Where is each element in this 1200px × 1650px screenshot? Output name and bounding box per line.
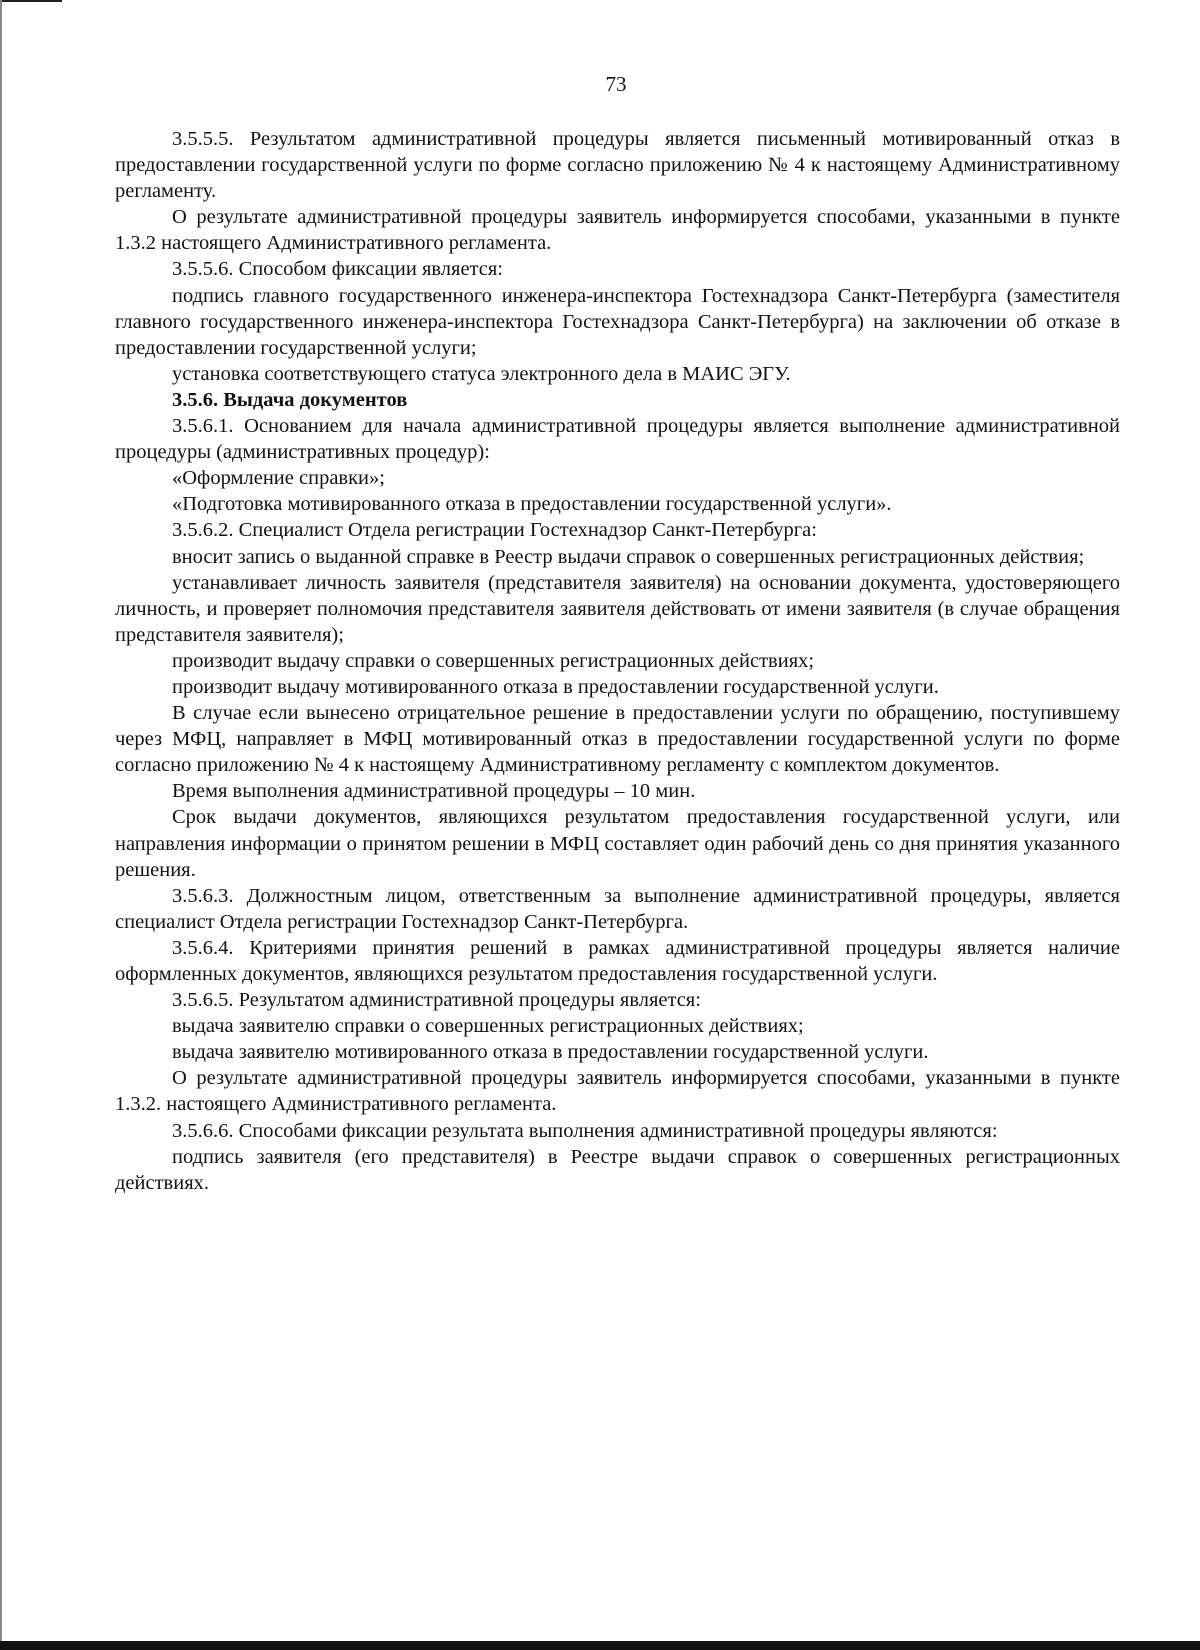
paragraph: выдача заявителю мотивированного отказа в предоставлении государственной услуги. bbox=[172, 1041, 929, 1064]
section-heading: 3.5.6. Выдача документов bbox=[172, 388, 408, 411]
paragraph: 3.5.6.6. Способами фиксации результата выполнения административной процедуры являются: bbox=[172, 1119, 998, 1142]
paragraph: выдача заявителю справки о совершенных регистрационных действиях; bbox=[172, 1015, 804, 1038]
paragraph: производит выдачу мотивированного отказа в предоставлении государственной услуги. bbox=[172, 675, 939, 698]
paragraph: 3.5.6.5. Результатом административной процедуры является: bbox=[172, 989, 701, 1012]
paragraph: О результате административной процедуры заявитель информируется способами, указанными в пункте 1.3.2 настоящего Административного регламента. bbox=[115, 206, 1120, 255]
paragraph: 3.5.6.2. Специалист Отдела регистрации Гостехнадзор Санкт-Петербурга: bbox=[172, 519, 817, 542]
paragraph: О результате административной процедуры заявитель информируется способами, указанными в пункте 1.3.2. настоящего Административного регламента. bbox=[115, 1067, 1120, 1116]
document-body bbox=[115, 126, 1120, 1196]
paragraph: подпись заявителя (его представителя) в Реестре выдачи справок о совершенных регистрационных действиях. bbox=[115, 1145, 1120, 1194]
paragraph: 3.5.6.3. Должностным лицом, ответственным за выполнение административной процедуры, является специалист Отдела регистрации Гостехнадзор Санкт-Петербурга. bbox=[115, 884, 1120, 933]
paragraph: 3.5.5.6. Способом фиксации является: bbox=[172, 258, 503, 281]
scan-edge-top bbox=[0, 0, 62, 2]
scan-edge-bottom bbox=[0, 1641, 1200, 1650]
paragraph: 3.5.6.1. Основанием для начала административной процедуры является выполнение административной процедуры (административных процедур): bbox=[115, 415, 1120, 464]
scan-edge-left bbox=[0, 0, 2, 1650]
paragraph: Срок выдачи документов, являющихся результатом предоставления государственной услуги, или направления информации о принятом решении в МФЦ составляет один рабочий день со дня принятия указанного решения. bbox=[115, 806, 1120, 881]
paragraph: «Подготовка мотивированного отказа в предоставлении государственной услуги». bbox=[172, 493, 892, 516]
page-number: 73 bbox=[605, 72, 627, 96]
paragraph: В случае если вынесено отрицательное решение в предоставлении услуги по обращению, поступившему через МФЦ, направляет в МФЦ мотивированный отказ в предоставлении государственной услуги по форме согласно приложению № 4 к настоящему Административному регламенту с комплектом документов. bbox=[115, 702, 1120, 777]
paragraph: «Оформление справки»; bbox=[172, 467, 385, 490]
paragraph: 3.5.5.5. Результатом административной процедуры является письменный мотивированный отказ в предоставлении государственной услуги по форме согласно приложению № 4 к настоящему Административному регламенту. bbox=[115, 128, 1120, 203]
paragraph: устанавливает личность заявителя (представителя заявителя) на основании документа, удостоверяющего личность, и проверяет полномочия представителя заявителя действовать от имени заявителя (в случае обращения представителя заявителя); bbox=[115, 571, 1120, 646]
paragraph: производит выдачу справки о совершенных регистрационных действиях; bbox=[172, 649, 815, 672]
paragraph: установка соответствующего статуса электронного дела в МАИС ЭГУ. bbox=[172, 362, 791, 385]
paragraph: вносит запись о выданной справке в Реестр выдачи справок о совершенных регистрационных действия; bbox=[172, 545, 1085, 568]
paragraph: Время выполнения административной процедуры – 10 мин. bbox=[172, 780, 696, 803]
paragraph: подпись главного государственного инженера-инспектора Гостехнадзора Санкт-Петербурга (заместителя главного государственного инженера-инспектора Гостехнадзора Санкт-Петербурга) на заключении об отказе в предоставлении государственной услуги; bbox=[115, 284, 1120, 359]
paragraph: 3.5.6.4. Критериями принятия решений в рамках административной процедуры является наличие оформленных документов, являющихся результатом предоставления государственной услуги. bbox=[115, 936, 1120, 985]
